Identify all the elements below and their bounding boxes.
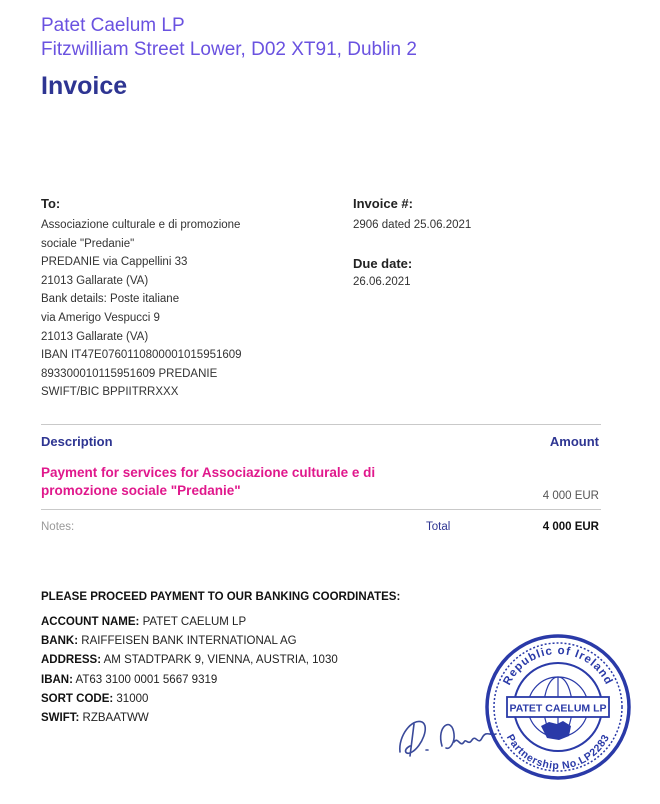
bank-row-swift: SWIFT: RZBAATWW — [41, 712, 149, 725]
stamp-top-text: Republic of Ireland — [501, 644, 615, 688]
recipient-line: 21013 Gallarate (VA) — [41, 274, 149, 287]
table-top-divider — [41, 424, 601, 425]
line-item-amount: 4 000 EUR — [542, 490, 599, 502]
bank-row-bank: BANK: RAIFFEISEN BANK INTERNATIONAL AG — [41, 635, 297, 648]
due-date-label: Due date: — [353, 256, 413, 271]
bank-row-account-name: ACCOUNT NAME: PATET CAELUM LP — [41, 616, 247, 628]
banking-details — [41, 613, 338, 728]
bank-row-address: ADDRESS: AM STADTPARK 9, VIENNA, AUSTRIA, 1030 — [41, 654, 338, 667]
recipient-line: PREDANIE via Cappellini 33 — [41, 256, 188, 269]
line-item-description: Payment for services for Associazione culturale e di promozione sociale "Predanie" — [41, 465, 376, 498]
company-address: Fitzwilliam Street Lower, D02 XT91, Dublin 2 — [41, 39, 417, 60]
stamp-center-text: PATET CAELUM LP — [509, 702, 607, 715]
recipient-line: SWIFT/BIC BPPIITRRXXX — [41, 386, 179, 399]
stamp-bottom-text: Partnership No.LP2283 — [503, 732, 613, 773]
recipient-line: 21013 Gallarate (VA) — [41, 330, 149, 343]
amount-header: Amount — [549, 434, 599, 449]
due-date-value: 26.06.2021 — [353, 276, 411, 288]
page-title: Invoice — [41, 72, 128, 100]
invoice-number-label: Invoice #: — [353, 196, 413, 211]
bank-row-iban: IBAN: AT63 3100 0001 5667 9319 — [41, 673, 218, 686]
recipient-line: sociale "Predanie" — [41, 237, 135, 250]
recipient-line: Bank details: Poste italiane — [41, 293, 180, 306]
company-stamp — [483, 632, 633, 782]
total-label: Total — [426, 521, 451, 533]
recipient-line: via Amerigo Vespucci 9 — [41, 311, 160, 324]
recipient-address — [41, 216, 301, 402]
bank-row-sort-code: SORT CODE: 31000 — [41, 692, 149, 705]
recipient-line: IBAN IT47E0760110800001015951609 — [41, 349, 242, 362]
table-bottom-divider — [41, 509, 601, 510]
recipient-line: 893300010115951609 PREDANIE — [41, 367, 218, 380]
ireland-map-icon — [541, 721, 571, 740]
invoice-number-value: 2906 dated 25.06.2021 — [353, 219, 472, 231]
notes-label: Notes: — [41, 521, 75, 533]
total-value: 4 000 EUR — [542, 521, 599, 533]
description-header: Description — [41, 434, 113, 449]
company-name: Patet Caelum LP — [41, 15, 185, 36]
recipient-line: Associazione culturale e di promozione — [41, 219, 241, 231]
recipient-label: To: — [41, 196, 61, 211]
banking-heading: PLEASE PROCEED PAYMENT TO OUR BANKING COORDINATES: — [41, 591, 401, 603]
